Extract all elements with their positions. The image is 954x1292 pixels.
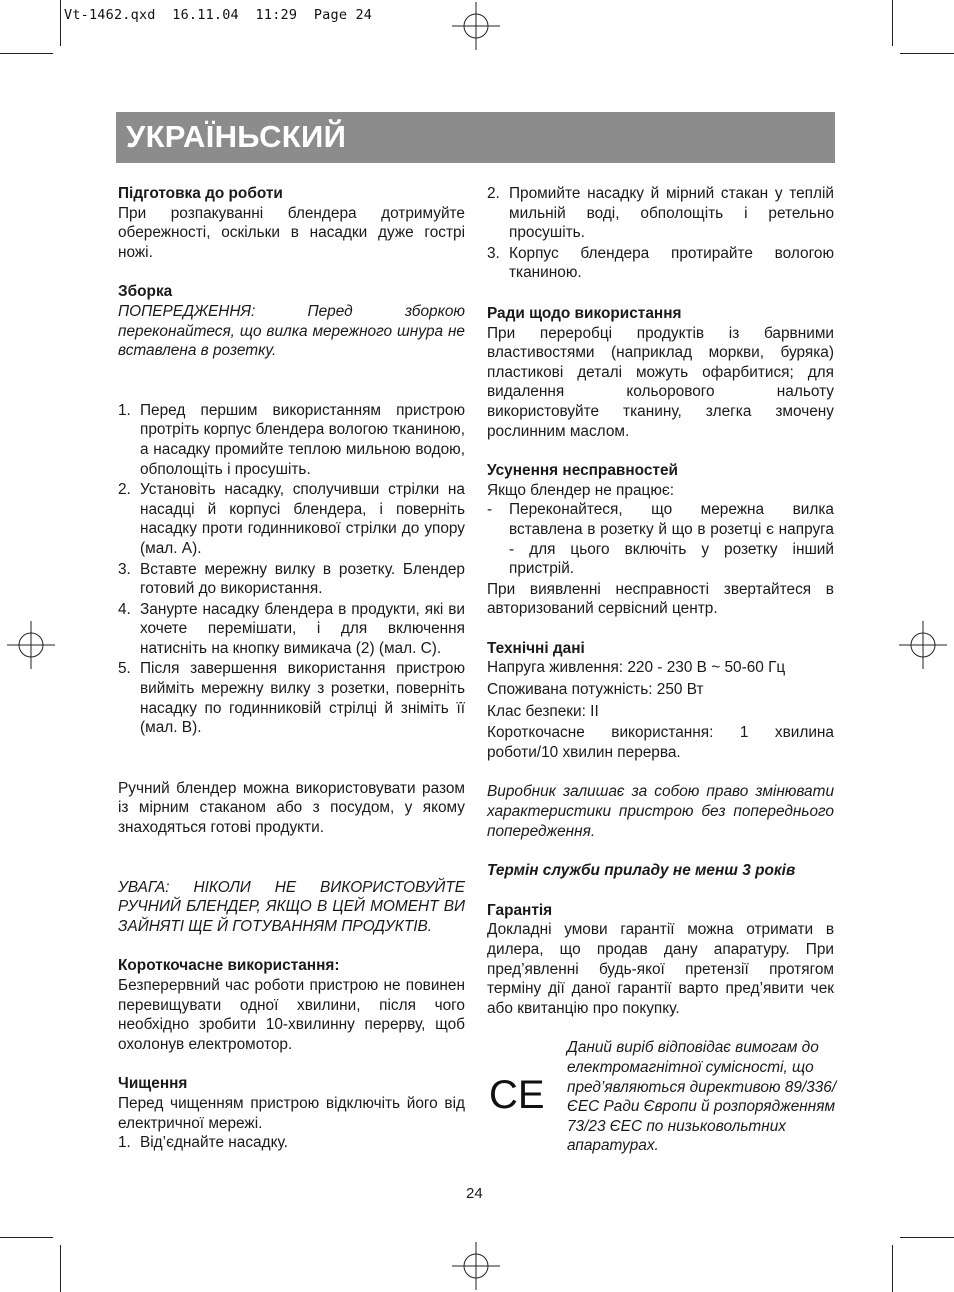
list-item: - Переконайтеся, що мережна вилка вставлена в розетку й що в розетці є напруга - для цього включіть у розетку інший пристрій. [487,501,834,578]
spec-voltage: Напруга живлення: 220 - 230 В ~ 50-60 Гц [487,659,786,677]
list-item: 2. Установіть насадку, сполучивши стрілки на насадці й корпусі блендера, і поверніть насадку проти годинникової стрілки до упору (мал. А). [118,481,465,557]
crop-mark [900,53,954,54]
service-life: Термін служби приладу не менш 3 років [487,862,796,880]
language-header-bar [116,112,835,163]
print-slug: Vt-1462.qxd 16.11.04 11:29 Page 24 [64,7,373,23]
section-heading-warranty: Гарантія [487,901,553,919]
crop-mark [900,1237,954,1238]
maker-note: Виробник залишає за собою право змінювати характеристики пристрою без попереднього попередження. [487,783,834,840]
crop-mark [60,1245,61,1292]
section-heading-assembly: Зборка [118,283,173,301]
section-heading-tips: Ради щодо використання [487,304,682,322]
prep-text: При розпакуванні блендера дотримуйте обережності, оскільки в насадки дуже гострі ножі. [118,204,465,261]
cleaning-steps-left [118,1133,465,1153]
registration-mark-left [7,621,55,669]
registration-mark-bottom [452,1242,500,1290]
list-item: 2. Промийте насадку й мірний стакан у теплій мильній воді, обполощіть і ретельно просушіть. [487,185,834,242]
trouble-list [487,500,834,578]
list-item: 5. Після завершення використання пристрою вийміть мережну вилку з розетки, поверніть насадку по годинниковій стрілці й зніміть її (мал. В). [118,660,465,737]
tips-text: При переробці продуктів із барвними властивостями (наприклад моркви, буряка) пластикові деталі можуть офарбитися; для видалення кольорового нальоту використовуйте тканину, злегка змочену рослинним маслом. [487,324,834,440]
crop-mark [0,1237,53,1238]
ce-compliance-block [487,1038,837,1156]
section-heading-troubleshooting: Усунення несправностей [487,462,678,480]
registration-mark-right [899,621,947,669]
assembly-steps [118,401,465,738]
short-use-text: Безперервний час роботи пристрою не повинен перевищувати одної хвилини, після чого необхідно зробити 10-хвилинну перерву, щоб охолонув електромотор. [118,977,465,1053]
crop-mark [892,0,893,46]
trouble-intro: Якщо блендер не працює: [487,481,674,499]
ce-mark-icon [489,1073,545,1118]
spec-power: Споживана потужність: 250 Вт [487,681,704,699]
page-title: УКРАЇНЬСКИЙ [126,119,347,154]
list-item: 3. Корпус блендера протирайте вологою тканиною. [487,244,834,282]
svg-text:CE: CE [489,1073,545,1118]
usage-note: Ручний блендер можна використовувати разом із мірним стаканом або з посудом, у якому знаходяться готові продукти. [118,779,465,837]
section-heading-prep: Підготовка до роботи [118,185,283,202]
assembly-warning: ПОПЕРЕДЖЕННЯ: Перед зборкою переконайтеся, що вилка мережного шнура не вставлена в розетку. [118,302,465,360]
trouble-outro: При виявленні несправності звертайтеся в авторизований сервісний центр. [487,580,834,618]
section-heading-specs: Технічні дані [487,639,585,657]
crop-mark [60,0,61,46]
caution-text: УВАГА: НІКОЛИ НЕ ВИКОРИСТОВУЙТЕ РУЧНИЙ БЛЕНДЕР, ЯКЩО В ЦЕЙ МОМЕНТ ВИ ЗАЙНЯТІ ЩЕ Й ГОТУВАННЯМ ПРОДУКТІВ. [118,878,465,935]
cleaning-steps-right [487,184,834,283]
section-heading-short-use: Короткочасне використання: [118,957,340,975]
registration-mark-top [452,2,500,50]
left-column [118,184,465,1154]
spec-class: Клас безпеки: II [487,702,599,720]
section-heading-cleaning: Чищення [118,1075,188,1093]
list-item: 4. Занурте насадку блендера в продукти, які ви хочете перемішати, і для включення натисніть на кнопку вимикача (2) (мал. С). [118,600,465,657]
right-column [487,184,837,1156]
crop-mark [892,1245,893,1292]
crop-mark [0,53,53,54]
page-number: 24 [466,1185,483,1202]
spec-short-use: Короткочасне використання: 1 хвилина роботи/10 хвилин перерва. [487,724,834,761]
warranty-text: Докладні умови гарантії можна отримати в дилера, що продав дану апаратуру. При пред’явленні будь-якої претензії протягом терміну дії даної гарантії варто пред’явити чек або квитанцію про покупку. [487,921,834,1017]
list-item: 1. Перед першим використанням пристрою протріть корпус блендера вологою тканиною, а насадку промийте теплою мильною водою, обполощіть і просушіть. [118,401,465,478]
cleaning-text: Перед чищенням пристрою відключіть його від електричної мережі. [118,1094,465,1132]
list-item: 3. Вставте мережну вилку в розетку. Блендер готовий до використання. [118,560,465,598]
list-item: 1. Від’єднайте насадку. [118,1134,288,1152]
ce-text: Даний виріб відповідає вимогам до електромагнітної сумісності, що пред’являються директивою 89/336/ЄЕС Ради Європи й розпорядженням 73/23 ЄЕС по низьковольтних апаратурах. [567,1039,837,1155]
